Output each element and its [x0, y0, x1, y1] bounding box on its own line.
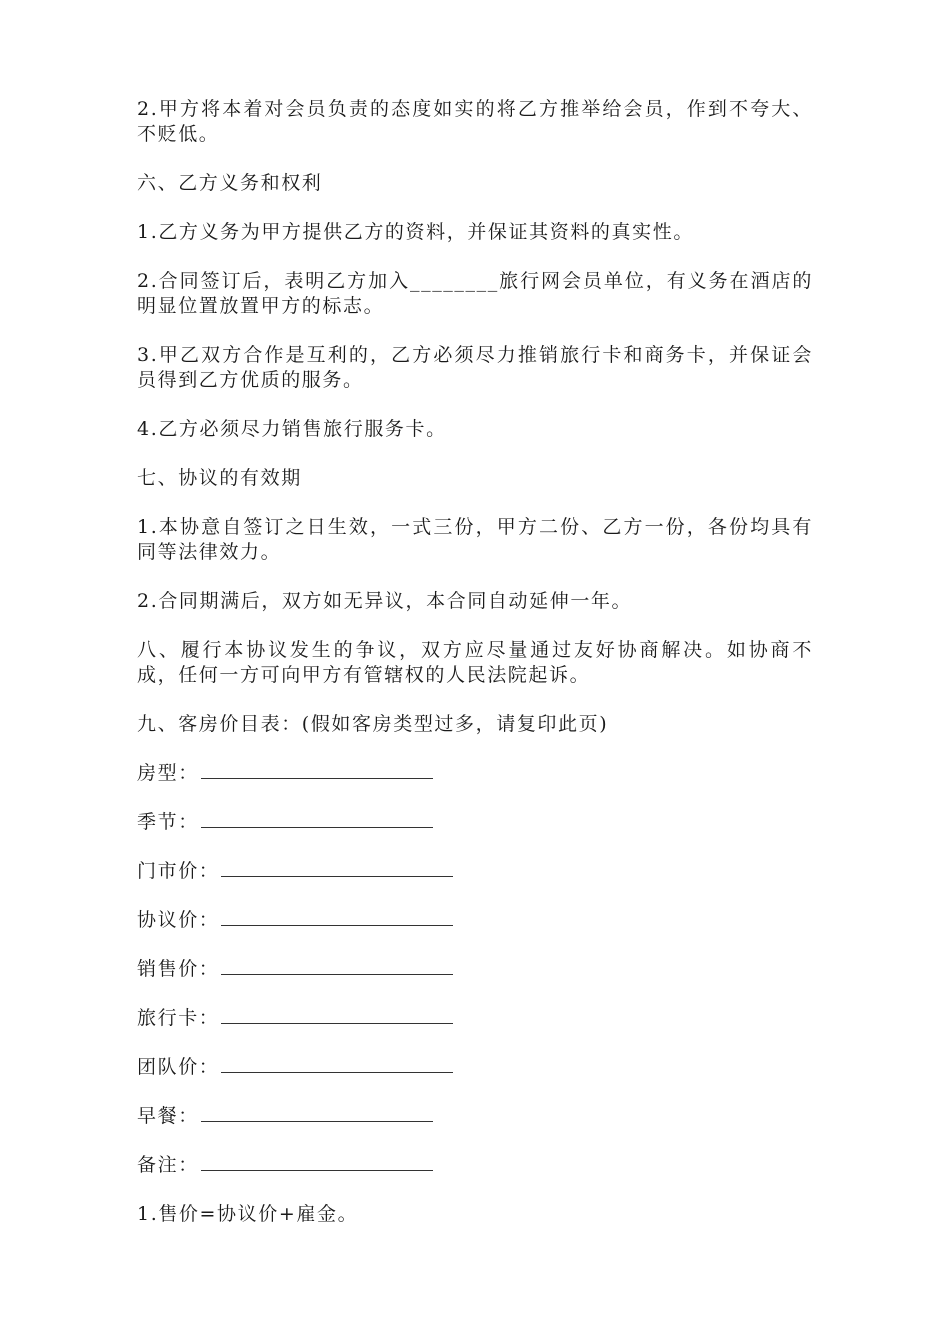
field-label: 季节：: [137, 811, 199, 833]
section-heading-9: 九、客房价目表：(假如客房类型过多，请复印此页): [137, 713, 609, 735]
section-heading-8: 八、履行本协议发生的争议，双方应尽量通过友好协商解决。如协商不成，任何一方可向甲方有管辖权的人民法院起诉。: [137, 639, 813, 686]
paragraph-b-duty-3: 3.甲乙双方合作是互利的，乙方必须尽力推销旅行卡和商务卡，并保证会员得到乙方优质的服务。: [137, 344, 813, 391]
blank-line: [221, 960, 453, 975]
field-room-type: [137, 761, 813, 786]
blank-line: [201, 1107, 433, 1122]
section-heading-7: 七、协议的有效期: [137, 467, 302, 489]
section-heading-6: 六、乙方义务和权利: [137, 172, 323, 194]
field-label: 备注：: [137, 1154, 199, 1176]
field-rack-rate: [137, 859, 813, 884]
field-sale-price: [137, 957, 813, 982]
paragraph-b-duty-1: 1.乙方义务为甲方提供乙方的资料，并保证其资料的真实性。: [137, 221, 694, 243]
blank-line: [201, 764, 433, 779]
field-label: 早餐：: [137, 1105, 199, 1127]
blank-line: [221, 1058, 453, 1073]
field-remarks: [137, 1153, 813, 1178]
field-group-rate: [137, 1055, 813, 1080]
field-label: 门市价：: [137, 860, 220, 882]
field-label: 协议价：: [137, 909, 220, 931]
blank-line: [221, 862, 453, 877]
paragraph-duty-2: 2.甲方将本着对会员负责的态度如实的将乙方推举给会员，作到不夸大、不贬低。: [137, 98, 813, 145]
field-label: 旅行卡：: [137, 1007, 220, 1029]
field-travel-card: [137, 1006, 813, 1031]
blank-line: [221, 911, 453, 926]
paragraph-validity-1: 1.本协意自签订之日生效，一式三份，甲方二份、乙方一份，各份均具有同等法律效力。: [137, 516, 813, 563]
field-season: [137, 810, 813, 835]
field-label: 销售价：: [137, 958, 220, 980]
document-page: [137, 97, 813, 1227]
paragraph-b-duty-2: 2.合同签订后，表明乙方加入________旅行网会员单位，有义务在酒店的明显位置放置甲方的标志。: [137, 270, 813, 317]
paragraph-validity-2: 2.合同期满后，双方如无异议，本合同自动延伸一年。: [137, 590, 633, 612]
blank-line: [201, 1156, 433, 1171]
field-label: 房型：: [137, 762, 199, 784]
field-label: 团队价：: [137, 1056, 220, 1078]
field-agreed-rate: [137, 908, 813, 933]
field-breakfast: [137, 1104, 813, 1129]
footer-note: 1.售价=协议价+雇金。: [137, 1203, 359, 1225]
blank-line: [201, 813, 433, 828]
blank-line: [221, 1009, 453, 1024]
paragraph-b-duty-4: 4.乙方必须尽力销售旅行服务卡。: [137, 418, 447, 440]
